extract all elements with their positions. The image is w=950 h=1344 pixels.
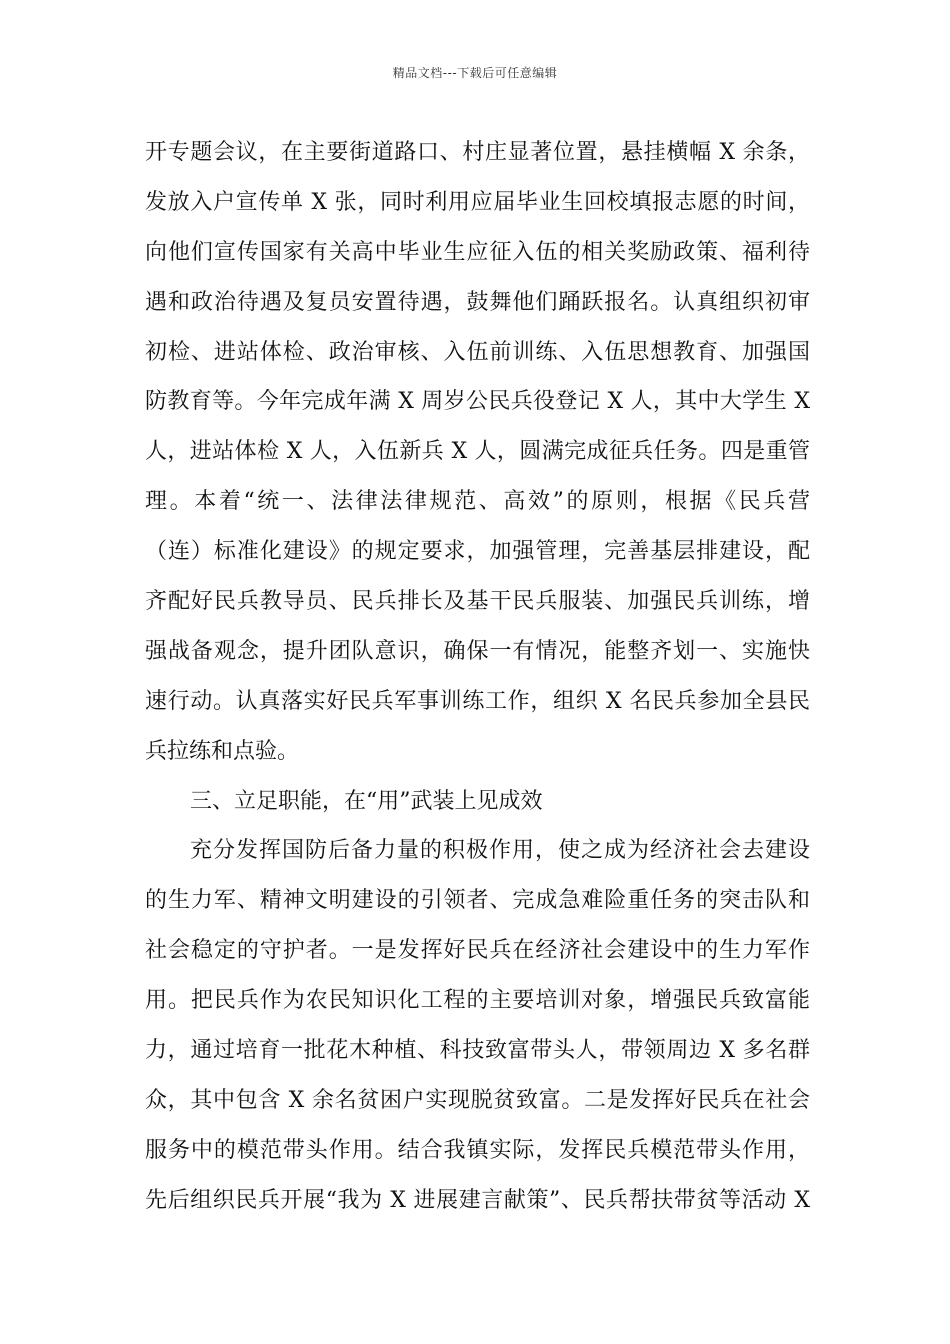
text-line: 开专题会议，在主要街道路口、村庄显著位置，悬挂横幅 X 余条， [145, 140, 810, 165]
text-line: 齐配好民兵教导员、民兵排长及基干民兵服装、加强民兵训练，增 [145, 589, 810, 615]
document-body [145, 128, 810, 1226]
text-line: 遇和政治待遇及复员安置待遇，鼓舞他们踊跃报名。认真组织初审 [145, 289, 810, 315]
text-line: 强战备观念，提升团队意识，确保一有情况，能整齐划一、实施快 [145, 638, 810, 664]
paragraph-start-line: 充分发挥国防后备力量的积极作用，使之成为经济社会去建设 [190, 838, 810, 864]
text-line: 防教育等。今年完成年满 X 周岁公民兵役登记 X 人，其中大学生 X [145, 389, 810, 415]
text-line: 人，进站体检 X 人，入伍新兵 X 人，圆满完成征兵任务。四是重管 [145, 439, 810, 465]
text-line: 兵拉练和点验。 [145, 738, 300, 764]
text-line: 初检、进站体检、政治审核、入伍前训练、入伍思想教育、加强国 [145, 339, 810, 365]
text-line: 服务中的模范带头作用。结合我镇实际，发挥民兵模范带头作用， [145, 1137, 810, 1163]
text-line: 先后组织民兵开展“我为 X 进展建言献策”、民兵帮扶带贫等活动 X [145, 1187, 810, 1213]
text-line: 向他们宣传国家有关高中毕业生应征入伍的相关奖励政策、福利待 [145, 239, 810, 265]
text-line: 力，通过培育一批花木种植、科技致富带头人，带领周边 X 多名群 [145, 1038, 810, 1064]
text-line: （连）标准化建设》的规定要求，加强管理，完善基层排建设，配 [145, 539, 810, 565]
text-line: 众，其中包含 X 余名贫困户实现脱贫致富。二是发挥好民兵在社会 [145, 1087, 810, 1113]
section-heading: 三、立足职能，在“用”武装上见成效 [190, 788, 543, 814]
text-line: 速行动。认真落实好民兵军事训练工作，组织 X 名民兵参加全县民 [145, 688, 810, 714]
text-line: 用。把民兵作为农民知识化工程的主要培训对象，增强民兵致富能 [145, 988, 810, 1014]
text-line: 发放入户宣传单 X 张，同时利用应届毕业生回校填报志愿的时间， [145, 189, 810, 215]
text-line: 的生力军、精神文明建设的引领者、完成急难险重任务的突击队和 [145, 888, 810, 914]
text-line: 社会稳定的守护者。一是发挥好民兵在经济社会建设中的生力军作 [145, 938, 810, 964]
text-line: 理。本着“统一、法律法律规范、高效”的原则，根据《民兵营 [145, 489, 810, 515]
page-header: 精品文档---下载后可任意编辑 [392, 66, 558, 80]
